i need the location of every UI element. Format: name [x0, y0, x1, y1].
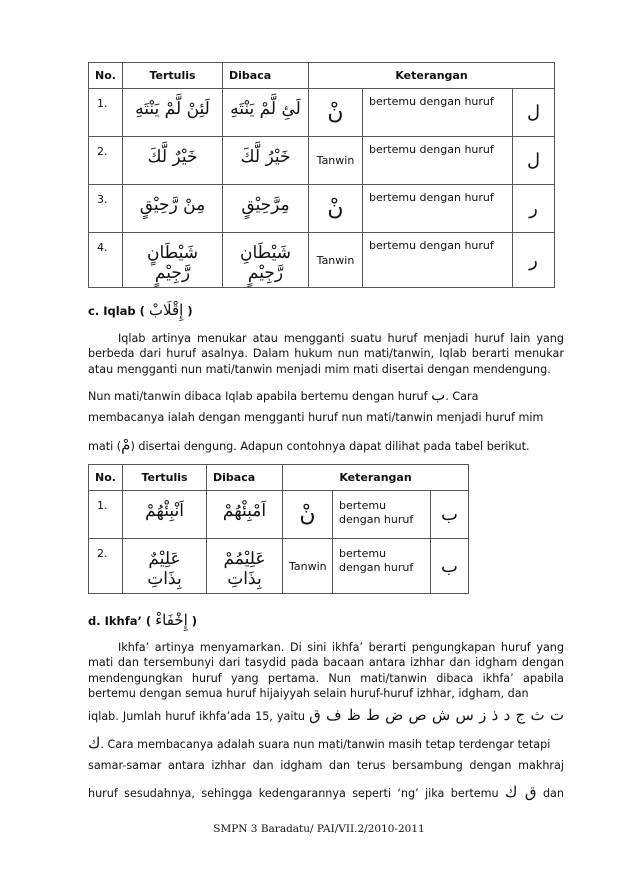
dibaca-cell: اَمْبِئْهُمْ [207, 491, 283, 539]
description-cell: bertemu dengan huruf [363, 89, 513, 137]
table-header-row [89, 63, 555, 89]
letter-cell: ب [431, 539, 469, 594]
letter-cell: ر [513, 185, 555, 233]
row-number: 4. [89, 233, 123, 288]
iqlab-line-1-text: Nun mati/tanwin dibaca Iqlab apabila bertemu dengan huruf [88, 390, 428, 403]
ikhfa-heading [88, 611, 197, 629]
row-number: 1. [89, 89, 123, 137]
ikhfa-letters-arabic: ت ث ج د ذ ز س ش ص ض ط ظ ف ق [309, 706, 564, 724]
header-dibaca: Dibaca [223, 63, 309, 89]
dibaca-cell: عَلِيْمُمْ بِذَاتِ [207, 539, 283, 594]
ikhfa-line-4-end: dan [542, 787, 564, 800]
row-number: 2. [89, 137, 123, 185]
row-number: 2. [89, 539, 123, 594]
ikhfa-heading-suffix: ) [191, 614, 198, 628]
nun-cell: نْ [309, 89, 363, 137]
tanwin-cell: Tanwin [309, 137, 363, 185]
header-keterangan: Keterangan [309, 63, 555, 89]
iqlab-heading-suffix: ) [187, 304, 193, 318]
ikhfa-letters-line [88, 706, 564, 724]
iqlab-line-3-end: ) disertai dengung. Adapun contohnya dapat dilihat pada tabel berikut. [130, 440, 530, 453]
row-number: 3. [89, 185, 123, 233]
header-dibaca: Dibaca [207, 465, 283, 491]
letter-cell: ل [513, 137, 555, 185]
mim-mati-letter: مْ [121, 436, 131, 454]
description-cell: bertemu dengan huruf [363, 137, 513, 185]
header-no: No. [89, 465, 123, 491]
table-row [89, 137, 555, 185]
dibaca-cell: مِرَّحِيْقٍ [223, 185, 309, 233]
table-row [89, 233, 555, 288]
iqlab-line-1 [88, 386, 564, 404]
letter-cell: ب [431, 491, 469, 539]
tertulis-cell: لَئِنْ لَّمْ يَنْتَهِ [123, 89, 223, 137]
tertulis-cell: عَلِيْمٌ بِذَاتِ [123, 539, 207, 594]
table-row [89, 89, 555, 137]
nun-cell: نْ [309, 185, 363, 233]
table-row [89, 491, 469, 539]
header-no: No. [89, 63, 123, 89]
tanwin-cell: Tanwin [309, 233, 363, 288]
ba-letter: ب [431, 386, 446, 404]
description-cell: bertemu dengan huruf [333, 539, 431, 594]
tertulis-cell: شَيْطَانٍ رَّجِيْمٍ [123, 233, 223, 288]
ikhfa-line-2-text: . Cara membacanya adalah suara nun mati/tanwin masih tetap terdengar tetapi [100, 738, 551, 751]
iqlab-line-3 [88, 436, 564, 454]
row-number: 1. [89, 491, 123, 539]
letter-cell: ر [513, 233, 555, 288]
kaf-letter: ك [88, 734, 101, 752]
iqlab-heading [88, 301, 193, 319]
iqlab-line-1-end: . Cara [445, 390, 479, 403]
description-cell: bertemu dengan huruf [333, 491, 431, 539]
dibaca-cell: شَيْطَانِ رَّجِيْمٍ [223, 233, 309, 288]
ikhfa-heading-arabic: إِخْفَاءْ [155, 611, 188, 629]
qaf-kaf-letters: ق ك [504, 783, 537, 801]
ikhfa-line-4 [88, 783, 564, 801]
ikhfa-line-3: samar-samar antara izhhar dan idgham dan terus bersambung dengan makhraj [88, 759, 564, 772]
ikhfa-letters-text: iqlab. Jumlah huruf ikhfa’ada 15, yaitu [88, 710, 305, 723]
description-cell: bertemu dengan huruf [363, 233, 513, 288]
tanwin-cell: Tanwin [283, 539, 333, 594]
ikhfa-line-4-text: huruf sesudahnya, sehingga kedengarannya seperti ‘ng’ jika bertemu [88, 787, 499, 800]
header-tertulis: Tertulis [123, 465, 207, 491]
table-row [89, 185, 555, 233]
header-keterangan: Keterangan [283, 465, 469, 491]
page-footer: SMPN 3 Baradatu/ PAI/VII.2/2010-2011 [213, 823, 425, 835]
table-header-row [89, 465, 469, 491]
iqlab-line-2: membacanya ialah dengan mengganti huruf nun mati/tanwin menjadi huruf mim [88, 411, 544, 424]
idgham-bilaghunnah-table [88, 62, 555, 288]
letter-cell: ل [513, 89, 555, 137]
table-row [89, 539, 469, 594]
dibaca-cell: لَئِ لَّمْ يَنْتَهِ [223, 89, 309, 137]
iqlab-examples-table [88, 464, 469, 594]
tertulis-cell: مِنْ رَّحِيْقٍ [123, 185, 223, 233]
ikhfa-definition-paragraph: Ikhfa’ artinya menyamarkan. Di sini ikhfa’ berarti pengungkapan huruf yang mati dan tersembunyi dari tasydid pada bacaan antara izhhar dan idgham dengan mendengungkan huruf yang pertama. Nun mati/tanwin dibaca ikhfa’ apabila bertemu dengan semua huruf hijaiyyah selain huruf-huruf izhhar, idgham, dan [88, 641, 564, 700]
iqlab-line-3-start: mati ( [88, 440, 122, 453]
tertulis-cell: اَنْبِئْهُمْ [123, 491, 207, 539]
nun-cell: نْ [283, 491, 333, 539]
iqlab-heading-arabic: إِقْلَابْ [148, 301, 184, 319]
header-tertulis: Tertulis [123, 63, 223, 89]
dibaca-cell: خَيْرُ لَّكَ [223, 137, 309, 185]
ikhfa-heading-prefix: d. Ikhfa’ ( [88, 614, 152, 628]
ikhfa-line-2 [88, 734, 564, 752]
iqlab-definition-paragraph: Iqlab artinya menukar atau mengganti suatu huruf menjadi huruf lain yang berbeda dari huruf asalnya. Dalam hukum nun mati/tanwin, Iqlab berarti menukar atau mengganti nun mati/tanwin menjadi mim mati disertai dengan mendengung. [88, 332, 564, 376]
iqlab-heading-prefix: c. Iqlab ( [88, 304, 145, 318]
description-cell: bertemu dengan huruf [363, 185, 513, 233]
tertulis-cell: خَيْرٌ لَّكَ [123, 137, 223, 185]
